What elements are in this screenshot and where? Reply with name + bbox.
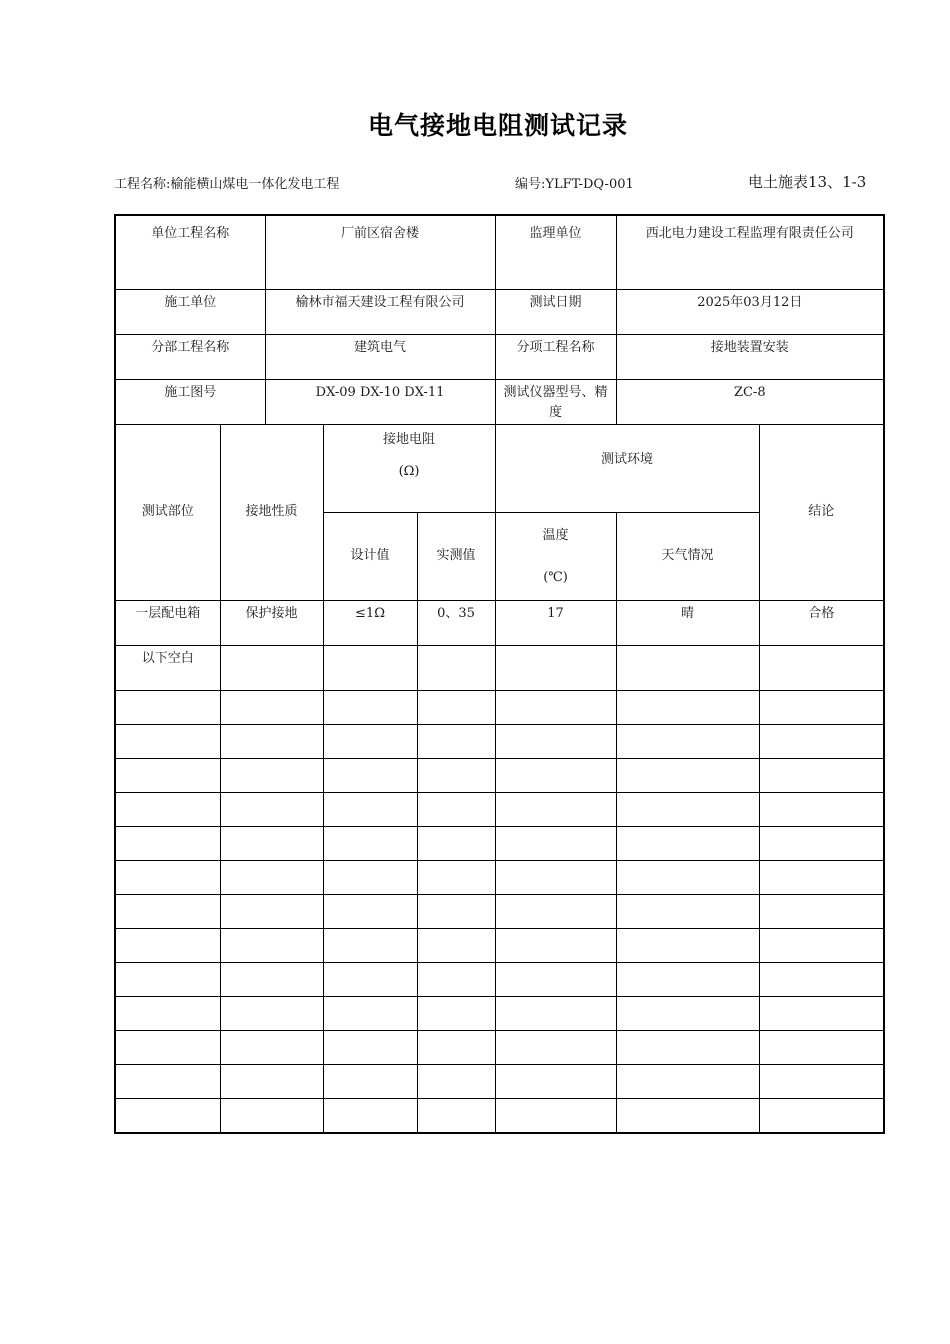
cell-conclusion: 合格 — [759, 601, 884, 646]
division-label: 分部工程名称 — [115, 334, 265, 379]
unit-project-label: 单位工程名称 — [115, 215, 265, 289]
empty-cell — [323, 1099, 417, 1133]
empty-row — [115, 861, 884, 895]
cell-measured — [417, 646, 495, 691]
empty-cell — [115, 1099, 220, 1133]
empty-cell — [323, 725, 417, 759]
empty-cell — [417, 963, 495, 997]
test-date-label: 测试日期 — [495, 289, 616, 334]
supervisor-label: 监理单位 — [495, 215, 616, 289]
empty-cell — [220, 691, 323, 725]
empty-cell — [220, 827, 323, 861]
info-row-division — [115, 334, 884, 379]
empty-cell — [616, 1099, 759, 1133]
empty-cell — [115, 895, 220, 929]
empty-cell — [220, 963, 323, 997]
empty-row — [115, 895, 884, 929]
empty-cell — [495, 997, 616, 1031]
empty-row — [115, 725, 884, 759]
header-environment — [495, 425, 759, 513]
drawing-label: 施工图号 — [115, 379, 265, 425]
empty-cell — [115, 759, 220, 793]
empty-cell — [616, 725, 759, 759]
cell-nature: 保护接地 — [220, 601, 323, 646]
unit-project-value: 厂前区宿舍楼 — [265, 215, 495, 289]
instrument-value: ZC-8 — [616, 379, 884, 425]
empty-cell — [115, 929, 220, 963]
empty-row — [115, 1031, 884, 1065]
empty-cell — [759, 929, 884, 963]
empty-cell — [220, 895, 323, 929]
header-location: 测试部位 — [115, 425, 220, 601]
supervisor-value: 西北电力建设工程监理有限责任公司 — [616, 215, 884, 289]
empty-cell — [616, 929, 759, 963]
empty-cell — [417, 929, 495, 963]
empty-cell — [323, 793, 417, 827]
empty-cell — [759, 827, 884, 861]
empty-row — [115, 1065, 884, 1099]
cell-weather — [616, 646, 759, 691]
empty-cell — [495, 963, 616, 997]
empty-cell — [220, 725, 323, 759]
contractor-label: 施工单位 — [115, 289, 265, 334]
empty-cell — [495, 725, 616, 759]
contractor-value: 榆林市福天建设工程有限公司 — [265, 289, 495, 334]
empty-cell — [115, 793, 220, 827]
empty-cell — [495, 1065, 616, 1099]
empty-cell — [616, 861, 759, 895]
header-nature: 接地性质 — [220, 425, 323, 601]
header-temperature-unit: (℃) — [543, 569, 568, 585]
test-date-value: 2025年03月12日 — [616, 289, 884, 334]
header-environment-label: 测试环境 — [601, 452, 654, 468]
empty-cell — [417, 997, 495, 1031]
header-design-value: 设计值 — [323, 513, 417, 601]
empty-cell — [115, 861, 220, 895]
header-temperature — [495, 513, 616, 601]
empty-cell — [759, 895, 884, 929]
empty-cell — [616, 1031, 759, 1065]
cell-temperature: 17 — [495, 601, 616, 646]
empty-cell — [759, 1031, 884, 1065]
empty-cell — [495, 1031, 616, 1065]
cell-location: 一层配电箱 — [115, 601, 220, 646]
header-row-1 — [115, 425, 884, 513]
empty-cell — [323, 963, 417, 997]
cell-design — [323, 646, 417, 691]
empty-cell — [417, 1065, 495, 1099]
empty-cell — [323, 861, 417, 895]
table-row — [115, 601, 884, 646]
info-row-unit — [115, 215, 884, 289]
header-resistance — [323, 425, 495, 513]
empty-cell — [616, 997, 759, 1031]
empty-cell — [616, 963, 759, 997]
empty-cell — [759, 861, 884, 895]
empty-cell — [323, 929, 417, 963]
empty-cell — [323, 1065, 417, 1099]
empty-row — [115, 827, 884, 861]
empty-cell — [220, 997, 323, 1031]
header-measured-value: 实测值 — [417, 513, 495, 601]
empty-cell — [323, 1031, 417, 1065]
empty-cell — [220, 1099, 323, 1133]
empty-row — [115, 759, 884, 793]
empty-cell — [616, 827, 759, 861]
empty-cell — [323, 895, 417, 929]
header-resistance-label: 接地电阻 — [383, 432, 436, 448]
cell-design: ≤1Ω — [323, 601, 417, 646]
header-temperature-label: 温度 — [542, 527, 569, 543]
drawing-value: DX-09 DX-10 DX-11 — [265, 379, 495, 425]
empty-cell — [759, 1099, 884, 1133]
empty-cell — [115, 725, 220, 759]
cell-location: 以下空白 — [115, 646, 220, 691]
empty-cell — [115, 1065, 220, 1099]
empty-row — [115, 963, 884, 997]
empty-cell — [417, 861, 495, 895]
empty-cell — [495, 1099, 616, 1133]
empty-cell — [417, 827, 495, 861]
test-record-table — [114, 214, 885, 1134]
empty-cell — [220, 929, 323, 963]
empty-cell — [323, 827, 417, 861]
info-row-drawing — [115, 379, 884, 425]
division-value: 建筑电气 — [265, 334, 495, 379]
header-weather: 天气情况 — [616, 513, 759, 601]
instrument-label: 测试仪器型号、精度 — [495, 379, 616, 425]
project-name: 工程名称:榆能横山煤电一体化发电工程 — [114, 177, 340, 192]
header-resistance-unit: (Ω) — [398, 464, 420, 480]
empty-cell — [759, 997, 884, 1031]
empty-cell — [220, 861, 323, 895]
table-row — [115, 646, 884, 691]
document-title: 电气接地电阻测试记录 — [367, 111, 628, 140]
empty-cell — [616, 691, 759, 725]
empty-cell — [417, 725, 495, 759]
empty-cell — [323, 997, 417, 1031]
empty-cell — [616, 895, 759, 929]
empty-row — [115, 793, 884, 827]
empty-cell — [417, 691, 495, 725]
empty-cell — [495, 895, 616, 929]
empty-cell — [759, 963, 884, 997]
empty-cell — [495, 929, 616, 963]
empty-cell — [323, 759, 417, 793]
empty-cell — [417, 759, 495, 793]
cell-temperature — [495, 646, 616, 691]
empty-cell — [759, 691, 884, 725]
empty-cell — [115, 691, 220, 725]
empty-cell — [417, 1099, 495, 1133]
empty-cell — [616, 1065, 759, 1099]
empty-cell — [759, 725, 884, 759]
empty-cell — [220, 1065, 323, 1099]
empty-cell — [220, 1031, 323, 1065]
cell-measured: 0、35 — [417, 601, 495, 646]
info-row-contractor — [115, 289, 884, 334]
form-number: 电土施表13、1-3 — [748, 173, 867, 191]
empty-cell — [759, 1065, 884, 1099]
empty-cell — [115, 997, 220, 1031]
empty-cell — [115, 1031, 220, 1065]
empty-cell — [495, 759, 616, 793]
cell-nature — [220, 646, 323, 691]
empty-cell — [495, 793, 616, 827]
subitem-label: 分项工程名称 — [495, 334, 616, 379]
subitem-value: 接地装置安装 — [616, 334, 884, 379]
empty-cell — [616, 793, 759, 827]
empty-cell — [115, 827, 220, 861]
empty-row — [115, 997, 884, 1031]
empty-cell — [759, 759, 884, 793]
empty-cell — [323, 691, 417, 725]
empty-cell — [115, 963, 220, 997]
cell-weather: 晴 — [616, 601, 759, 646]
empty-cell — [495, 861, 616, 895]
empty-cell — [220, 793, 323, 827]
header-conclusion: 结论 — [759, 425, 884, 601]
empty-row — [115, 1099, 884, 1133]
empty-cell — [417, 793, 495, 827]
empty-row — [115, 691, 884, 725]
record-number: 编号:YLFT-DQ-001 — [515, 177, 634, 192]
empty-cell — [495, 691, 616, 725]
empty-cell — [759, 793, 884, 827]
empty-cell — [220, 759, 323, 793]
empty-row — [115, 929, 884, 963]
cell-conclusion — [759, 646, 884, 691]
empty-cell — [417, 1031, 495, 1065]
empty-cell — [417, 895, 495, 929]
empty-cell — [495, 827, 616, 861]
empty-cell — [616, 759, 759, 793]
